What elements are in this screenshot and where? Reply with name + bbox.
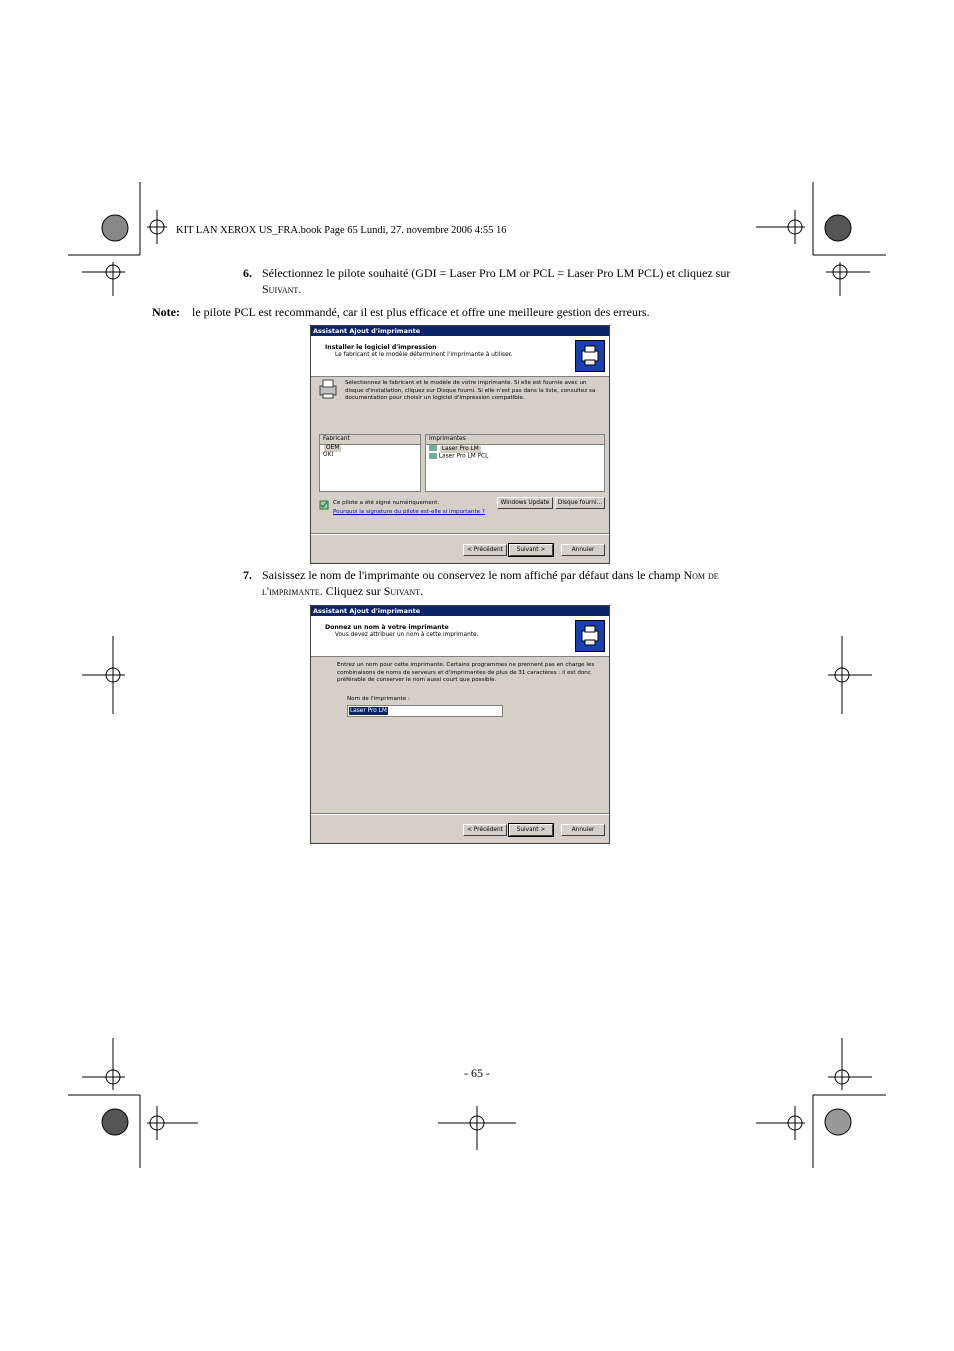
printer-list-header[interactable]: Imprimantes	[426, 435, 604, 445]
step-7-text-b: . Cliquez sur	[319, 584, 381, 598]
printer-driver-icon	[429, 453, 437, 459]
next-button[interactable]: Suivant >	[509, 824, 553, 836]
back-button[interactable]: < Précédent	[463, 824, 507, 836]
dialog-heading: Installer le logiciel d'impression	[325, 344, 437, 351]
step-6-number: 6.	[243, 266, 252, 280]
list-item[interactable]: OEM	[326, 445, 340, 451]
step-7-number: 7.	[243, 568, 252, 582]
button-separator	[311, 533, 609, 535]
step-7-keyword: Suivant	[383, 584, 421, 598]
book-header: KIT LAN XEROX US_FRA.book Page 65 Lundi, 27. novembre 2006 4:55 16	[176, 225, 507, 236]
manufacturer-list[interactable]	[319, 434, 421, 492]
dialog-instruction: Sélectionnez le fabricant et le modèle de votre imprimante. Si elle est fournie avec un disque d'installation, cliquez sur Disque fourni. Si elle n'est pas dans la liste, consultez sa documentation pour choisir un logiciel d'impression compatible.	[345, 380, 596, 401]
printer-name-label: Nom de l'imprimante :	[347, 696, 410, 702]
manufacturer-list-header[interactable]: Fabricant	[320, 435, 420, 445]
printer-wizard-icon	[575, 340, 605, 372]
step-7-field-name-end: l'imprimante	[262, 584, 320, 598]
dialog-subheading: Le fabricant et le modèle déterminent l'imprimante à utiliser.	[335, 352, 513, 358]
signed-driver-icon	[319, 500, 329, 512]
signed-driver-text: Ce pilote a été signé numériquement.	[333, 500, 440, 506]
signature-help-link[interactable]: Pourquoi la signature du pilote est-elle si importante ?	[333, 509, 485, 515]
step-7-text: Saisissez le nom de l'imprimante ou conservez le nom affiché par défaut dans le champ	[262, 568, 681, 582]
printer-driver-icon	[429, 445, 437, 451]
step-6-keyword: Suivant	[262, 282, 299, 296]
list-item[interactable]: Laser Pro LM PCL	[438, 453, 489, 459]
list-item[interactable]: OKI	[323, 452, 334, 458]
step-7-end: .	[420, 584, 424, 598]
note	[152, 304, 772, 320]
printer-icon	[318, 378, 338, 402]
dialog-header	[311, 336, 609, 377]
note-text: le pilote PCL est recommandé, car il est plus efficace et offre une meilleure gestion des erreurs.	[192, 305, 650, 319]
dialog-instruction: Entrez un nom pour cette imprimante. Certains programmes ne prennent pas en charge les combinaisons de noms de serveurs et d'imprimantes de plus de 31 caractères : il est donc préférable de conserver le nom aussi court que possible.	[337, 662, 595, 683]
cancel-button[interactable]: Annuler	[561, 544, 605, 556]
dialog-header	[311, 616, 609, 657]
page-number: - 65 -	[464, 1066, 490, 1080]
printer-list[interactable]	[425, 434, 605, 492]
printer-name-input[interactable]	[347, 705, 503, 717]
cancel-button[interactable]: Annuler	[561, 824, 605, 836]
step-6-text: Sélectionnez le pilote souhaité (GDI = Laser Pro LM or PCL = Laser Pro LM PCL) et cliquez sur	[262, 266, 731, 280]
step-7-field-name: Nom de	[683, 568, 719, 582]
back-button[interactable]: < Précédent	[463, 544, 507, 556]
dialog-title-bar: Assistant Ajout d'imprimante	[311, 326, 609, 336]
windows-update-button[interactable]: Windows Update	[497, 497, 553, 509]
list-item[interactable]: Laser Pro LM	[441, 445, 479, 452]
printer-wizard-icon	[575, 620, 605, 652]
next-button[interactable]: Suivant >	[509, 544, 553, 556]
dialog-title-bar: Assistant Ajout d'imprimante	[311, 606, 609, 616]
dialog-heading: Donnez un nom à votre imprimante	[325, 624, 449, 631]
dialog-install-printer-software	[310, 325, 610, 564]
step-6-end: .	[298, 282, 302, 296]
printer-name-value[interactable]: Laser Pro LM	[350, 708, 387, 714]
note-label: Note:	[152, 305, 180, 319]
have-disk-button[interactable]: Disque fourni...	[555, 497, 605, 509]
dialog-subheading: Vous devez attribuer un nom à cette imprimante.	[335, 632, 479, 638]
dialog-name-printer	[310, 605, 610, 844]
button-separator	[311, 813, 609, 815]
